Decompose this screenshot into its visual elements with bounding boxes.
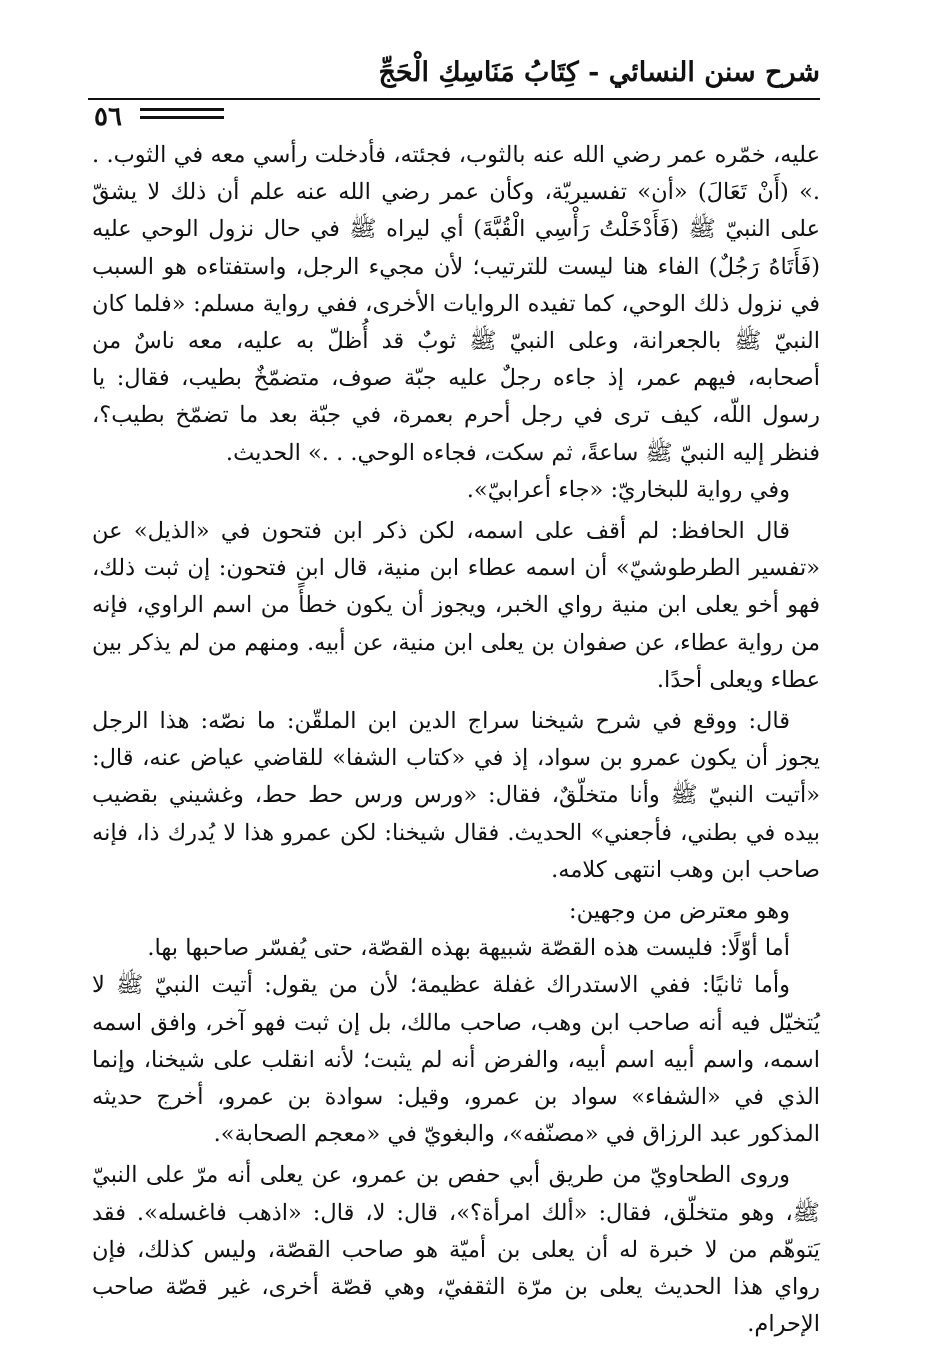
paragraph-4: قال: ووقع في شرح شيخنا سراج الدين ابن الملقّن: ما نصّه: هذا الرجل يجوز أن يكون عمرو بن سواد، إذ في «كتاب الشفا» للقاضي عياض عنه، قال: «أتيت النبيّ ﷺ وأنا متخلّقٌ، فقال: «ورس ورس حط حط، وغشيني بقضيب بيده في بطني، فأجعني» الحديث. فقال شيخنا: لكن عمرو هذا لا يُدرك ذا، فإنه صاحب ابن وهب انتهى كلامه. xyxy=(92,708,820,883)
header-title: شرح سنن النسائي - كِتَابُ مَنَاسِكِ الْحَجِّ xyxy=(378,57,820,88)
paragraph-8: وروى الطحاويّ من طريق أبي حفص بن عمرو، عن يعلى أنه مرّ على النبيّ ﷺ، وهو متخلّق، فقال: «ألك امرأة؟»، قال: لا، قال: «اذهب فاغسله». فقد يَتوهّم من لا خبرة له أن يعلى بن أميّة هو صاحب القصّة، وليس كذلك، فإن رواي هذا الحديث يعلى بن مرّة الثقفيّ، وهي قصّة أخرى، غير قصّة صاحب الإحرام. xyxy=(92,1162,820,1338)
page-number-rule-lower xyxy=(140,116,224,119)
paragraph-1: عليه، خمّره عمر رضي الله عنه بالثوب، فجئته، فأدخلت رأسي معه في الثوب. . .» (أَنْ تَعَالَ) «أن» تفسيريّة، وكأن عمر رضي الله عنه علم أن ذلك لا يشقّ على النبيّ ﷺ (فَأَدْخَلْتُ رَأْسِي الْقُبَّةَ) أي ليراه ﷺ في حال نزول الوحي عليه (فَأَتَاهُ رَجُلٌ) الفاء هنا ليست للترتيب؛ لأن مجيء الرجل، واستفتاءه هو السبب في نزول ذلك الوحي، كما تفيده الروايات الأخرى، ففي رواية مسلم: «فلما كان النبيّ ﷺ بالجعرانة، وعلى النبيّ ﷺ ثوبٌ قد أُظلّ به عليه، معه ناسٌ من أصحابه، فيهم عمر، إذ جاءه رجلٌ عليه جبّة صوف، متضمّخٌ بطيب، فقال: يا رسول اللّه، كيف ترى في رجل أحرم بعمرة، في جبّة بعد ما تضمّخ بطيب؟، فنظر إليه النبيّ ﷺ ساعةً، ثم سكت، فجاءه الوحي. . .» الحديث. xyxy=(92,142,820,466)
paragraph-7: وأما ثانيًا: ففي الاستدراك غفلة عظيمة؛ لأن من يقول: أتيت النبيّ ﷺ لا يُتخيّل فيه أنه صاحب ابن وهب، صاحب مالك، بل إن ثبت فهو آخر، وافق اسمه اسمه، واسم أبيه اسم أبيه، والفرض أنه لم يثبت؛ لأنه انقلب على شيخنا، وإنما الذي في «الشفاء» سواد بن عمرو، وقيل: سوادة بن عمرو، أخرج حديثه المذكور عبد الرزاق في «مصنّفه»، والبغويّ في «معجم الصحابة». xyxy=(92,972,820,1148)
page-number: ٥٦ xyxy=(94,102,122,132)
running-header xyxy=(88,52,820,102)
paragraph-5: وهو معترض من وجهين: xyxy=(569,898,790,925)
paragraph-2: وفي رواية للبخاريّ: «جاء أعرابيّ». xyxy=(466,476,790,503)
page-number-rule-upper xyxy=(140,108,224,111)
header-rule xyxy=(88,98,820,100)
body-text xyxy=(92,137,820,1344)
paragraph-3: قال الحافظ: لم أقف على اسمه، لكن ذكر ابن فتحون في «الذيل» عن «تفسير الطرطوشيّ» أن اسمه عطاء ابن منية، قال ابن فتحون: إن ثبت ذلك، فهو أخو يعلى ابن منية رواي الخبر، ويجوز أن يكون خطأً من اسم الراوي، فإنه من رواية عطاء، عن صفوان بن يعلى ابن منية، عن أبيه. ومنهم من لم يذكر بين عطاء ويعلى أحدًا. xyxy=(92,518,820,693)
page-number-block xyxy=(94,104,224,134)
paragraph-6: أما أوّلًا: فليست هذه القصّة شبيهة بهذه القصّة، حتى يُفسّر صاحبها بها. xyxy=(147,935,790,962)
